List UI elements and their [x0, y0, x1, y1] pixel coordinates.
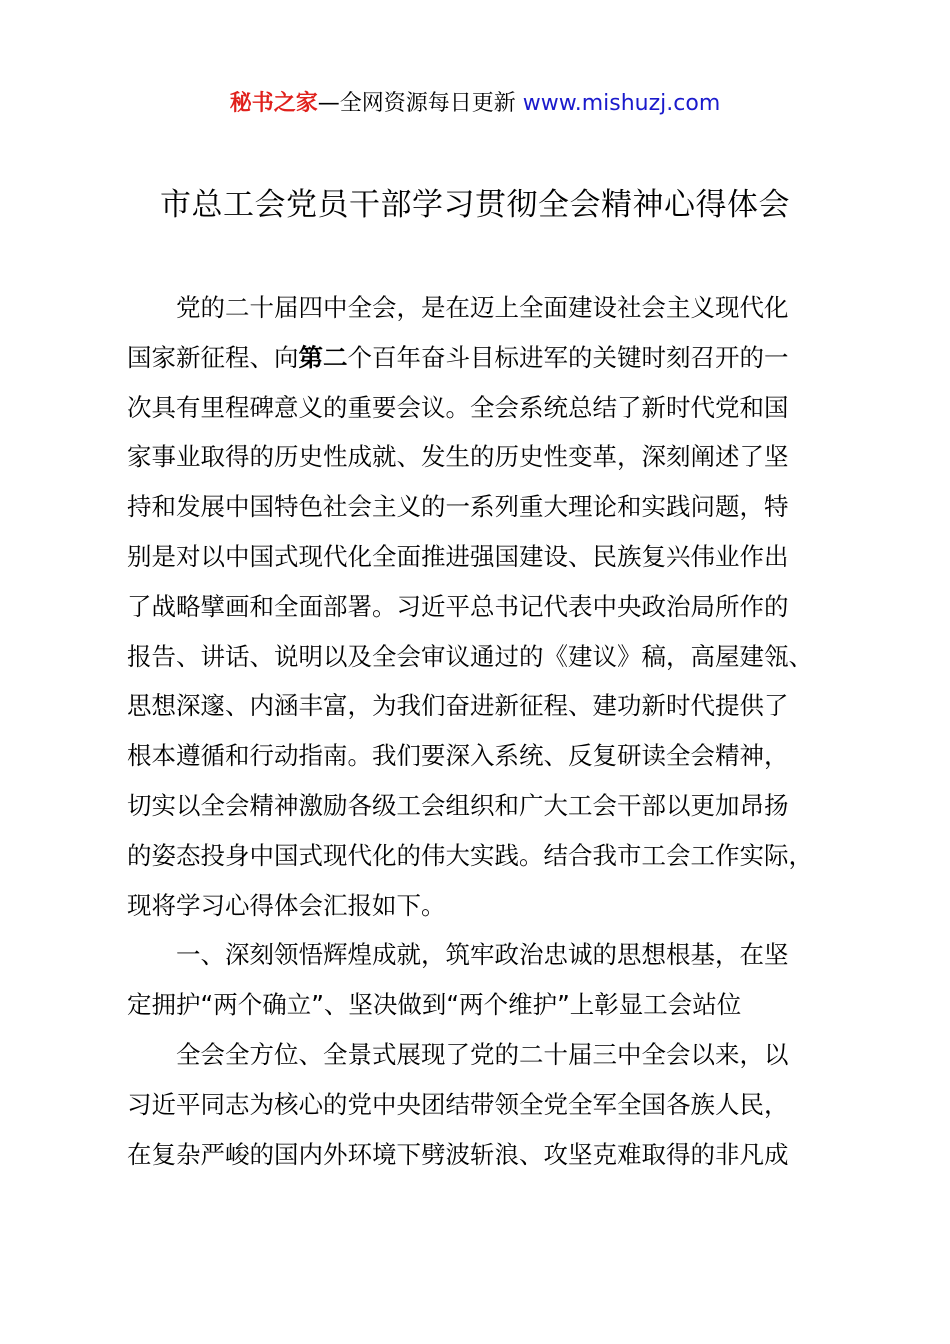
text-line: 思想深邃、内涵丰富，为我们奋进新征程、建功新时代提供了 [127, 691, 789, 721]
text-line: 报告、讲话、说明以及全会审议通过的《建议》稿，高屋建瓴、 [127, 641, 813, 671]
text-line: 别是对以中国式现代化全面推进强国建设、民族复兴伟业作出 [127, 541, 789, 571]
text-line: 了战略擘画和全面部署。习近平总书记代表中央政治局所作的 [127, 591, 789, 621]
text-line: 根本遵循和行动指南。我们要深入系统、反复研读全会精神， [127, 741, 789, 771]
text-span: 国家新征程、向 [127, 342, 299, 372]
text-line: 在复杂严峻的国内外环境下劈波斩浪、攻坚克难取得的非凡成 [127, 1139, 789, 1169]
paragraph-1 [127, 283, 842, 930]
paragraph-2 [127, 1030, 842, 1179]
bold-text: 第二 [298, 342, 348, 372]
text-line: 党的二十届四中全会，是在迈上全面建设社会主义现代化 [176, 293, 789, 322]
text-line: 家事业取得的历史性成就、发生的历史性变革，深刻阐述了坚 [127, 442, 789, 472]
heading-line: 定拥护“两个确立”、坚决做到“两个维护”上彰显工会站位 [127, 990, 742, 1020]
site-url-link[interactable]: www.mishuzj.com [522, 91, 721, 116]
site-brand: 秘书之家 [229, 91, 318, 116]
text-line: 次具有里程碑意义的重要会议。全会系统总结了新时代党和国 [127, 392, 789, 422]
document-title: 市总工会党员干部学习贯彻全会精神心得体会 [160, 187, 790, 223]
text-line: 的姿态投身中国式现代化的伟大实践。结合我市工会工作实际， [127, 840, 813, 870]
text-line: 切实以全会精神激励各级工会组织和广大工会干部以更加昂扬 [127, 790, 789, 820]
document-body [127, 283, 842, 1179]
site-tagline: —全网资源每日更新 [317, 91, 516, 116]
heading-line: 一、深刻领悟辉煌成就，筑牢政治忠诚的思想根基，在坚 [176, 940, 789, 970]
section-1-heading [127, 930, 842, 1030]
text-span: 个百年奋斗目标进军的关键时刻召开的一 [347, 342, 789, 372]
text-line: 习近平同志为核心的党中央团结带领全党全军全国各族人民， [127, 1089, 789, 1119]
text-line: 现将学习心得体会汇报如下。 [127, 890, 446, 920]
text-line: 持和发展中国特色社会主义的一系列重大理论和实践问题，特 [127, 492, 789, 522]
text-line [127, 333, 842, 383]
text-line: 全会全方位、全景式展现了党的二十届三中全会以来，以 [176, 1039, 789, 1069]
site-header [0, 86, 950, 122]
